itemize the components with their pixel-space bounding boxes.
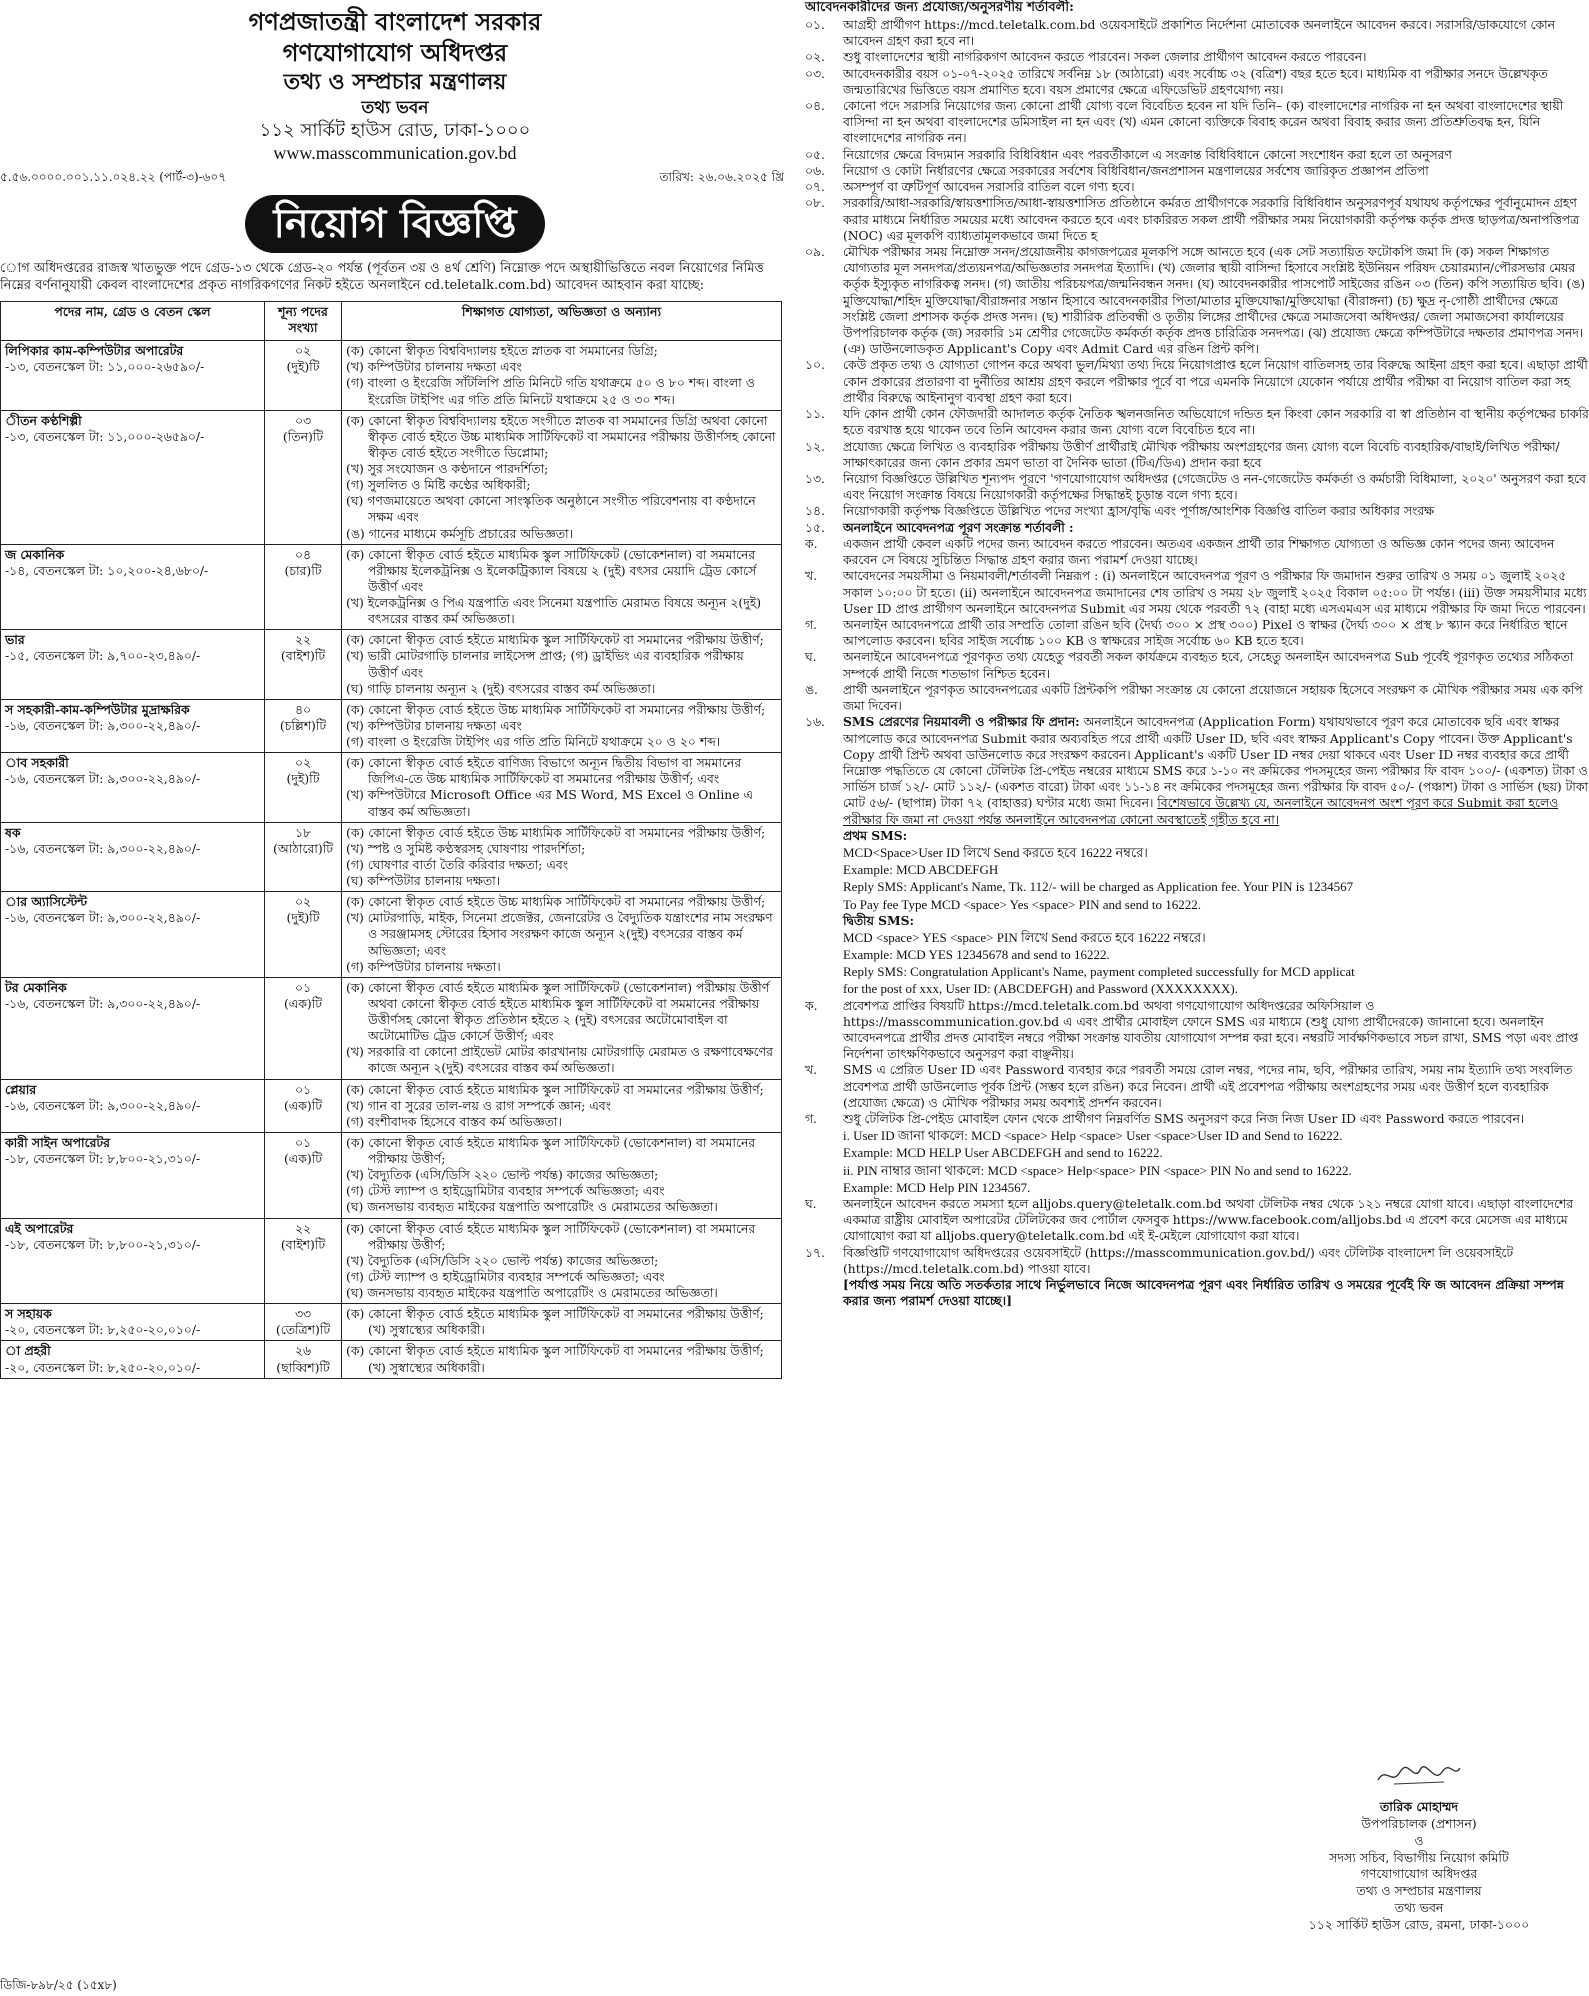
vacancy-count: ২৬ xyxy=(294,1343,312,1359)
post-name: প্লেয়ার xyxy=(5,1081,37,1097)
qualification-cell xyxy=(342,1132,782,1218)
qualification-line: (ঘ) জনসভায় ব্যবহৃত মাইকের যন্ত্রপাতি অপারেটিং ও মেরামতের অভিজ্ঞতা। xyxy=(346,1285,718,1301)
qualification-cell xyxy=(342,1218,782,1304)
condition-text: মৌখিক পরীক্ষার সময় নিম্নোক্ত সনদ/প্রয়োজনীয় কাগজপত্রের মূলকপি সঙ্গে আনতে হবে (এক সেট সত্যায়িত ফটোকপি জমা দি (ক) সকল শিক্ষাগত যোগ্যতার মূল সনদপত্র/প্রত্যয়নপত্র/অভিজ্ঞতার সনদপত্র ইত্যাদি। (খ) জেলার স্থায়ী বাসিন্দা হিসাবে সংশ্লিষ্ট ইউনিয়ন পরিষদ চেয়ারম্যান/পৌরসভার মেয়র কর্তৃক ইস্যুকৃত নাগরিকত্ব সনদ। (গ) জাতীয় পরিচয়পত্র/জন্মনিবন্ধন সনদ। (ঘ) আবেদনকারীর পাসপোর্ট সাইজের রঙিন ০৩ (তিন) কপি সত্যায়িত ছবি। (ঙ) মুক্তিযোদ্ধা/শহিদ মুক্তিযোদ্ধা/বীরাঙ্গনার সন্তান হিসাবে আবেদনকারীর পিতা/মাতার মুক্তিযোদ্ধা/মুক্তিযোদ্ধা (বীরাঙ্গনা) (চ) ক্ষুদ্র নৃ-গোষ্ঠী প্রার্থীদের ক্ষেত্রে সংশ্লিষ্ট জেলা প্রশাসক কর্তৃক প্রদত্ত সনদ। (ছ) শারীরিক প্রতিবন্ধী ও তৃতীয় লিঙ্গের প্রার্থীদের ক্ষেত্রে সমাজসেবা অধিদপ্তর/ জেলা সমাজসেবা কার্যালয়ের উপপরিচালক কর্তৃক (জ) সরকারি ১ম শ্রেণীর গেজেটেড কর্মকর্তা কর্তৃক প্রদত্ত চারিত্রিক সনদপত্র। (ঝ) প্রযোজ্য ক্ষেত্রে কম্পিউটারে দক্ষতার প্রমাণপত্র সনদ। (ঞ) ডাউনলোডকৃত Applicant's Copy এবং Admit Card এর রঙিন প্রিন্ট কপি। xyxy=(843,244,1586,357)
qualification-cell xyxy=(342,977,782,1079)
vacancy-count: ৩৩ xyxy=(294,1306,312,1322)
post-scale: -১৬, বেতনস্কেল টা: ৯,৩০০-২২,৪৯০/- xyxy=(5,910,201,926)
qualification-cell xyxy=(342,544,782,630)
table-row xyxy=(1,699,782,752)
conditions-title: আবেদনকারীদের জন্য প্রযোজ্য/অনুসরণীয় শর্তাবলী: xyxy=(805,0,1074,15)
condition-number: ১৭. xyxy=(805,1245,825,1260)
condition-number: ০৯. xyxy=(805,244,825,259)
qualification-line: (ক) কোনো স্বীকৃত বোর্ড হইতে মাধ্যমিক স্কুল সার্টিফিকেট (ভোকেশনাল) পরীক্ষায় উত্তীর্ণ অথবা কোনো স্বীকৃত বোর্ড হইতে মাধ্যমিক স্কুল সার্টিফিকেট বা সমমানের পরীক্ষায় উত্তীর্ণসহ কোনো স্বীকৃত প্রতিষ্ঠান হইতে ২ (দুই) বৎসরের অটোমোবাইল বা অটোমোটিভ ট্রেড কোর্সে উত্তীর্ণ; এবং xyxy=(346,979,770,1044)
condition-number: ০৪. xyxy=(805,98,825,113)
memo-line xyxy=(0,166,790,186)
online-section-title: অনলাইনে আবেদনপত্র পূরণ সংক্রান্ত শর্তাবলী : xyxy=(843,519,1074,535)
post-scale: -১৬, বেতনস্কেল টা: ৯,৩০০-২২,৪৯০/- xyxy=(5,717,201,733)
qualification-line: (ক) কোনো স্বীকৃত বোর্ড হইতে মাধ্যমিক স্কুল সার্টিফিকেট (ভোকেশনাল) বা সমমানের পরীক্ষায় ইলেকট্রনিক্স ও ইলেকট্রিক্যাল বিষয়ে ২ (দুই) বৎসর মেয়াদি ট্রেড কোর্সে উত্তীর্ণ এবং xyxy=(346,546,757,594)
qualification-line: (ক) কোনো স্বীকৃত বোর্ড হইতে মাধ্যমিক স্কুল সার্টিফিকেট বা সমমানের পরীক্ষায় উত্তীর্ণ; xyxy=(346,1081,764,1097)
condition-item xyxy=(805,17,1589,49)
post-cell xyxy=(1,753,265,823)
table-row xyxy=(1,1304,782,1341)
print-code: ডিজি-৮৯৮/২৫ (১৫x৮) xyxy=(0,1978,117,1992)
vacancy-count-word: (এক)টি xyxy=(283,995,323,1011)
post-scale: -১৪, বেতনস্কেল টা: ১০,২০০-২৪,৬৮০/- xyxy=(5,562,209,578)
condition-text: অনলাইন আবেদনপত্রে প্রার্থী তার সম্প্রতি তোলা রঙিন ছবি (দৈর্ঘ্য ৩০০ × প্রস্থ ৩০০) Pixel ও স্বাক্ষর (দৈর্ঘ্য ৩০০ × প্রস্থ ৮ স্ক্যান করে নির্ধারিত স্থানে আপলোড করবেন। ছবির সাইজ সর্বোচ্চ ১০০ KB ও স্বাক্ষরের সাইজ সর্বোচ্চ ৬০ KB হতে হবে। xyxy=(843,617,1568,649)
header-qualification: শিক্ষাগত যোগ্যতা, অভিজ্ঞতা ও অন্যান্য xyxy=(342,302,782,341)
condition-text: শুধু টেলিটক প্রি-পেইড মোবাইল ফোন থেকে প্রার্থীগণ নিম্নবর্ণিত SMS অনুসরণ করে নিজ নিজ User ID এবং Password করতে পারবেন। xyxy=(843,1112,1525,1127)
sms-line: Example: MCD ABCDEFGH xyxy=(843,862,999,878)
website: www.masscommunication.gov.bd xyxy=(273,143,517,164)
signatory-role: সদস্য সচিব, বিভাগীয় নিয়োগ কমিটি xyxy=(1329,1849,1509,1865)
vacancy-table xyxy=(0,301,782,1379)
vacancy-count-word: (বাইশ)টি xyxy=(280,1236,326,1252)
condition-item xyxy=(805,682,1589,714)
right-column xyxy=(805,0,1589,1996)
condition-text: প্রার্থী অনলাইনে পূরণকৃত আবেদনপত্রের একটি প্রিন্টকপি পরীক্ষা সংক্রান্ত যে কোনো প্রয়োজনে সহায়ক হিসেবে সংরক্ষণ ক মৌখিক পরীক্ষার সময় এক কপি জমা দিবেন। xyxy=(843,682,1583,714)
condition-item xyxy=(805,98,1589,147)
vacancy-count-word: (তিন)টি xyxy=(282,428,324,444)
table-row xyxy=(1,630,782,700)
qualification-line: (খ) কম্পিউটার চালনায় দক্ষতা এবং xyxy=(346,717,522,733)
vacancy-count: ৪০ xyxy=(294,701,312,717)
condition-number: ক. xyxy=(805,998,818,1013)
condition-number: ঘ. xyxy=(805,1196,817,1211)
qualification-line: (খ) কম্পিউটারে Microsoft Office এর MS Word, MS Excel ও Online এ বাস্তব কর্ম অভিজ্ঞতা। xyxy=(346,787,753,819)
first-sms-title: প্রথম SMS: xyxy=(843,827,908,843)
post-scale: -১৮, বেতনস্কেল টা: ৮,৮০০-২১,৩১০/- xyxy=(5,1236,201,1252)
post-scale: -১৬, বেতনস্কেল টা: ৯,৩০০-২২,৪৯০/- xyxy=(5,1097,201,1113)
post-cell xyxy=(1,630,265,700)
qualification-line: (ক) কোনো স্বীকৃত বিশ্ববিদ্যালয় হইতে স্নাতক বা সমমানের ডিগ্রি; xyxy=(346,343,658,359)
qualification-line: (খ) স্পষ্ট ও সুমিষ্ট কণ্ঠস্বরসহ ঘোষণায় পারদর্শিতা; xyxy=(346,840,586,856)
post-scale: -১৫, বেতনস্কেল টা: ৯,৭০০-২৩,৪৯০/- xyxy=(5,648,201,664)
department-title: গণযোগাযোগ অধিদপ্তর xyxy=(282,38,508,68)
post-scale: -১৬, বেতনস্কেল টা: ৯,৩০০-২২,৪৯০/- xyxy=(5,995,201,1011)
post-scale: -১৬, বেতনস্কেল টা: ৯,৩০০-২২,৪৯০/- xyxy=(5,771,201,787)
vacancy-count: ০১ xyxy=(294,979,312,995)
condition-number: ০৬. xyxy=(805,163,825,178)
table-row xyxy=(1,544,782,630)
qualification-line: (ক) কোনো স্বীকৃত বোর্ড হইতে মাধ্যমিক স্কুল সার্টিফিকেট (ভোকেশনাল) বা সমমানের পরীক্ষায় উত্তীর্ণ; xyxy=(346,1220,756,1252)
qualification-line: (ঘ) জনসভায় ব্যবহৃত মাইকের যন্ত্রপাতি অপারেটিং ও মেরামতের অভিজ্ঞতা। xyxy=(346,1199,718,1215)
qualification-cell xyxy=(342,699,782,752)
qualification-line: (খ) মোটরগাড়ি, মাইক, সিনেমা প্রজেক্টর, জেনারেটর ও বৈদ্যুতিক যন্ত্রাংশের নাম সংরক্ষণ ও সরঞ্জামসহ স্টোরের হিসাব সংরক্ষণ কাজে অন্যূন ২(দুই) বৎসরের বাস্তব কর্ম অভিজ্ঞতা; এবং xyxy=(346,910,773,958)
vacancy-count: ১৮ xyxy=(294,824,312,840)
qualification-line: (খ) ইলেকট্রনিক্স ও পিএ যন্ত্রপাতি এবং সিনেমা যন্ত্রপাতি মেরামত বিষয়ে অন্যূন ২(দুই) বৎসরের বাস্তব কর্ম অভিজ্ঞতা। xyxy=(346,595,762,627)
condition-item xyxy=(805,1062,1589,1111)
condition-item xyxy=(805,471,1589,503)
notice-banner: নিয়োগ বিজ্ঞপ্তি xyxy=(245,195,545,253)
post-cell xyxy=(1,544,265,630)
condition-number: ০৫. xyxy=(805,147,825,162)
qualification-cell xyxy=(342,822,782,892)
table-row xyxy=(1,341,782,411)
qualification-line: (ঘ) কম্পিউটার চালনায় দক্ষতা। xyxy=(346,873,501,889)
vacancy-count: ০২ xyxy=(294,343,312,359)
post-scale: -১৩, বেতনস্কেল টা: ১১,০০০-২৬৫৯০/- xyxy=(5,359,205,375)
condition-number: খ. xyxy=(805,1063,817,1078)
memo-date: তারিখ: ২৬.০৬.২০২৫ খ্রি xyxy=(659,169,784,184)
post-cell xyxy=(1,699,265,752)
post-cell xyxy=(1,1079,265,1132)
sms-line: Example: MCD YES 12345678 and send to 16222. xyxy=(843,947,1110,963)
vacancy-cell xyxy=(265,630,342,700)
post-scale: -১৬, বেতনস্কেল টা: ৯,৩০০-২২,৪৯০/- xyxy=(5,840,201,856)
final-conditions-list xyxy=(805,1196,1589,1277)
post-name: ভার xyxy=(5,632,25,648)
vacancy-count: ০৩ xyxy=(294,412,312,428)
sms-line: i. User ID জানা থাকলে: MCD <space> Help <space> User <space>User ID and Send to 16222. xyxy=(843,1128,1343,1144)
qualification-line: (ক) কোনো স্বীকৃত বোর্ড হইতে উচ্চ মাধ্যমিক সার্টিফিকেট বা সমমানের পরীক্ষায় উত্তীর্ণ; xyxy=(346,824,766,840)
condition-item xyxy=(805,179,1589,195)
post-scale: -২০, বেতনস্কেল টা: ৮,২৫০-২০,০১০/- xyxy=(5,1359,201,1375)
post-cell xyxy=(1,1341,265,1378)
post-scale: -২০, বেতনস্কেল টা: ৮,২৫০-২০,০১০/- xyxy=(5,1322,201,1338)
qualification-cell xyxy=(342,630,782,700)
sms-line: Example: MCD HELP User ABCDEFGH and send to 16222. xyxy=(843,1145,1163,1161)
post-name: াব সহকারী xyxy=(5,755,69,771)
qualification-line: (গ) সুললিত ও মিষ্টি কণ্ঠের অধিকারী; xyxy=(346,477,531,493)
condition-item xyxy=(805,66,1589,98)
condition-number: ০৩. xyxy=(805,66,825,81)
signatory-designation: উপপরিচালক (প্রশাসন) xyxy=(1361,1815,1477,1831)
post-scale: -১৮, বেতনস্কেল টা: ৮,৮০০-২১,৩১০/- xyxy=(5,1151,201,1167)
condition-number: খ. xyxy=(805,569,817,584)
condition-number: ১১. xyxy=(805,407,825,422)
vacancy-count-word: (চার)টি xyxy=(284,562,322,578)
qualification-cell xyxy=(342,892,782,978)
qualification-line: (ক) কোনো স্বীকৃত বোর্ড হইতে মাধ্যমিক স্কুল সার্টিফিকেট (ভোকেশনাল) বা সমমানের পরীক্ষায় উত্তীর্ণ; xyxy=(346,1134,756,1167)
vacancy-cell xyxy=(265,699,342,752)
condition-number: গ. xyxy=(805,1112,817,1127)
condition-text: নিয়োগকারী কর্তৃপক্ষ বিজ্ঞপ্তিতে উল্লিখিত পদের সংখ্যা হ্রাস/বৃদ্ধি এবং পূর্ণাঙ্গ/আংশিক বিজ্ঞপ্তি বাতিল করার অধিকার সংরক্ষ xyxy=(843,504,1434,519)
left-column xyxy=(0,0,790,1996)
condition-text: প্রযোজ্য ক্ষেত্রে লিখিত ও ব্যবহারিক পরীক্ষায় উত্তীর্ণ প্রার্থীরাই মৌখিক পরীক্ষায় অংশগ্রহণের জন্য যোগ্য বলে বিবেচি ব্যবহারিক/বাছাই/লিখিত পরীক্ষা/সাক্ষাৎকারের জন্য কোন প্রকার ভ্রমণ ভাতা বা দৈনিক ভাতা (টিএ/ডিএ) প্রদান করা হবে xyxy=(843,439,1560,470)
qualification-cell xyxy=(342,341,782,411)
qualification-line: (ক) কোনো স্বীকৃত বোর্ড হইতে মাধ্যমিক স্কুল সার্টিফিকেট বা সমমানের পরীক্ষায় উত্তীর্ণ; (খ) সুস্বাস্থ্যের অধিকারী। xyxy=(346,1343,764,1375)
sms-line: To Pay fee Type MCD <space> Yes <space> PIN and send to 16222. xyxy=(843,896,1201,912)
qualification-line: (খ) বৈদ্যুতিক (এসি/ডিসি ২২০ ভোল্ট পর্যন্ত) কাজের অভিজ্ঞতা; xyxy=(346,1167,659,1183)
condition-number: ১২. xyxy=(805,439,825,454)
condition-item xyxy=(805,649,1589,681)
post-name: স সহায়ক xyxy=(5,1306,52,1322)
sms-line: MCD <space> YES <space> PIN লিখে Send করতে হবে 16222 নম্বরে। xyxy=(843,929,1206,945)
condition-number: ঘ. xyxy=(805,650,817,665)
address: ১১২ সার্কিট হাউস রোড, ঢাকা-১০০০ xyxy=(259,120,531,142)
condition-item xyxy=(805,244,1589,358)
condition-number: ০৭. xyxy=(805,180,825,195)
vacancy-count: ০৪ xyxy=(294,546,312,562)
table-row xyxy=(1,1132,782,1218)
vacancy-count-word: (বাইশ)টি xyxy=(280,648,326,664)
table-row xyxy=(1,892,782,978)
condition-text: যদি কোন প্রার্থী কোন ফৌজদারী আদালত কর্তৃক নৈতিক স্খলনজনিত অভিযোগে দন্ডিত হন কিংবা কোন সরকারি বা স্বা প্রতিষ্ঠান বা স্থানীয় কর্তৃপক্ষের চাকরি হতে বরখাস্ত হয়ে থাকেন তবে তিনি আবেদন করার জন্য যোগ্য বলে বিবেচিত হবে না। xyxy=(843,407,1589,438)
condition-text: অনলাইনে আবেদন করতে সমস্যা হলে alljobs.query@teletalk.com.bd অথবা টেলিটক নম্বর থেকে ১২১ নম্বরে যোগা যাবে। এছাড়া বাংলাদেশের একমাত্র রাষ্ট্রীয় মোবাইল অপারেটর টেলিটকের জব পোর্টাল ফেসবুক https://www.facebook.com/alljobs.bd এ প্রবেশ করে মেসেজ এর মাধ্যমে যোগাযোগ করা যা alljobs.query@teletalk.com.bd এই ই-মেইলে যোগাযোগ করা যাবে। xyxy=(843,1196,1573,1244)
condition-item xyxy=(805,1245,1589,1277)
vacancy-cell xyxy=(265,892,342,978)
condition-number: ০২. xyxy=(805,50,825,65)
condition-text: আবেদনের সময়সীমা ও নিয়মাবলী/শর্তাবলী নিম্নরূপ : (i) অনলাইনে আবেদনপত্র পূরণ ও পরীক্ষার ফি জমাদান শুরুর তারিখ ও সময় ০১ জুলাই ২০২৫ সকাল ১০:০০ টা হতে। (ii) অনলাইনে আবেদনপত্র জমাদানের শেষ তারিখ ও সময় ২৮ জুলাই ২০২৫ বিকাল ০৫:০০ টা পর্যন্ত। (iii) উক্ত সময়সীমার মধ্যে User ID প্রাপ্ত প্রার্থীগণ অনলাইনে আবেদনপত্র Submit এর সময় থেকে পরবর্তী ৭২ (বাহা মধ্যে এসএমএস এর মাধ্যমে পরীক্ষার ফি জমা দিতে পারবেন। xyxy=(843,569,1587,616)
vacancy-cell xyxy=(265,1304,342,1341)
table-row xyxy=(1,1218,782,1304)
vacancy-count-word: (এক)টি xyxy=(283,1097,323,1113)
qualification-line: (খ) ভারী মোটরগাড়ি চালনার লাইসেন্স প্রাপ্ত; (গ) ড্রাইভিং এর ব্যবহারিক পরীক্ষায় উত্তীর্ণ এবং xyxy=(346,648,744,680)
condition-text: একজন প্রার্থী কেবল একটি পদের জন্য আবেদন করতে পারবেন। অতএব একজন প্রার্থী তার শিক্ষাগত যোগ্যতা ও অভিজ্ঞ কোন পদের জন্য আবেদন করবেন সে বিষয়ে সুচিন্তিত সিদ্ধান্ত গ্রহণ করার জন্য পরামর্শ দেওয়া যাচ্ছে। xyxy=(843,536,1555,568)
condition-item xyxy=(805,503,1589,519)
post-cell xyxy=(1,410,265,544)
condition-item xyxy=(805,998,1589,1063)
qualification-line: (গ) টেস্ট ল্যাম্প ও হাইড্রোমিটার ব্যবহার সম্পর্কে অভিজ্ঞতা; এবং xyxy=(346,1268,665,1284)
condition-item xyxy=(805,536,1589,568)
sms-line: Reply SMS: Applicant's Name, Tk. 112/- will be charged as Application fee. Your PIN is 1234567 xyxy=(843,879,1354,895)
table-header-row xyxy=(1,302,782,341)
table-row xyxy=(1,753,782,823)
signature-block: তারিক মোহাম্মদ উপপরিচালক (প্রশাসন) ও সদস্য সচিব, বিভাগীয় নিয়োগ কমিটি গণযোগাযোগ অধিদপ্তর তথ্য ও সম্প্রচার মন্ত্রণালয় তথ্য ভবন ১১২ সার্কিট হাউস রোড, রমনা, ঢাকা-১০০০ xyxy=(1289,1760,1549,1934)
post-name: লিপিকার কাম-কম্পিউটার অপারেটর xyxy=(5,343,184,359)
post-name: এই অপারেটর xyxy=(5,1220,74,1236)
condition-text: সরকারি/আধা-সরকারি/স্বায়ত্তশাসিত/আধা-স্বায়ত্তশাসিত প্রতিষ্ঠানে কর্মরত প্রার্থীগণকে সরকারি বিধিবিধান অনুসরণপূর্ব যথাযথ কর্তৃপক্ষের পূর্বানুমোদন গ্রহণ করার মাধ্যমে নির্ধারিত সময়ের মধ্যে আবেদন করতে হবে এবং চাকরিরত সকল প্রার্থী পরীক্ষার সময় নিয়োগকারী কর্তৃপক্ষ কর্তৃক প্রদত্ত ছাড়পত্র/অনাপত্তিপত্র (NOC) এর মূলকপি ব্যাধ্যতামূলকভাবে জমা দিতে হ xyxy=(843,196,1580,243)
second-sms-title: দ্বিতীয় SMS: xyxy=(843,912,915,928)
qualification-line: (খ) কম্পিউটার চালনায় দক্ষতা এবং xyxy=(346,359,522,375)
vacancy-count-word: (দুই)টি xyxy=(286,910,320,926)
condition-text: নিয়োগ বিজ্ঞপ্তিতে উল্লিখিত শূন্যপদ পূরণে 'গণযোগাযোগ অধিদপ্তর (গেজেটেড ও নন-গেজেটেড কর্মকর্তা ও কর্মচারী বিধিমালা, ২০২০' অনুসরণ করা হবে এবং নিয়োগ সংক্রান্ত বিষয়ে নিয়োগকারী কর্তৃপক্ষের সিদ্ধান্তই চূড়ান্ত বলে গণ্য হবে। xyxy=(843,472,1586,503)
vacancy-count: ০১ xyxy=(294,1081,312,1097)
qualification-line: (ক) কোনো স্বীকৃত বিশ্ববিদ্যালয় হইতে সংগীতে স্নাতক বা সমমানের ডিগ্রি অথবা কোনো স্বীকৃত বোর্ড হইতে উচ্চ মাধ্যমিক সার্টিফিকেট বা সমমানের পরীক্ষায় উত্তীর্ণসহ কোনো স্বীকৃত বোর্ড হইতে সংগীতে ডিপ্লোমা; xyxy=(346,412,776,460)
condition-text: অসম্পূর্ণ বা ত্রুটিপূর্ণ আবেদন সরাসরি বাতিল বলে গণ্য হবে। xyxy=(843,180,1135,195)
sms-line: MCD<Space>User ID লিখে Send করতে হবে 16222 নম্বরে। xyxy=(843,845,1148,861)
sms-line: Reply SMS: Congratulation Applicant's Name, payment completed successfully for MCD applicat xyxy=(843,964,1355,980)
qualification-line: (খ) সরকারি বা কোনো প্রাইভেট মোটর কারখানায় মোটরগাড়ি মেরামত ও রক্ষণাবেক্ষণের কাজে অন্যূন ২(দুই) বৎসরের বাস্তব কর্ম অভিজ্ঞতা। xyxy=(346,1044,773,1076)
condition-number: ঙ. xyxy=(805,682,818,697)
condition-text: নিয়োগের ক্ষেত্রে বিদ্যমান সরকারি বিধিবিধান এবং পরবর্তীকালে এ সংক্রান্ত বিধিবিধানে কোনো সংশোধন করা হলে তা অনুসরণ xyxy=(843,147,1452,162)
post-cell xyxy=(1,1218,265,1304)
condition-item xyxy=(805,1111,1589,1127)
condition-text: শুধু বাংলাদেশের স্থায়ী নাগরিকগণ আবেদন করতে পারবেন। সকল জেলার প্রার্থীগণ আবেদন করতে পারবেন। xyxy=(843,50,1367,65)
table-body xyxy=(1,341,782,1379)
post-cell xyxy=(1,977,265,1079)
sms-line: for the post of xxx, User ID: (ABCDEFGH) and Password (XXXXXXXX). xyxy=(843,981,1239,997)
post-name: কারী সাইন অপারেটর xyxy=(5,1134,110,1150)
table-row xyxy=(1,410,782,544)
post-name: া প্রহরী xyxy=(5,1343,51,1359)
condition-item xyxy=(805,568,1589,617)
table-row xyxy=(1,977,782,1079)
sms-section: ১৬. SMS প্রেরণের নিয়মাবলী ও পরীক্ষার ফি প্রদান: অনলাইনে আবেদনপত্র (Application Form) যথাযথভাবে পূরণ করে মোতাবেক ছবি এবং স্বাক্ষর আপলোড করে আবেদনপত্র Submit করার অব্যবহিত পরে প্রার্থী একটি User ID, ছবি এবং স্বাক্ষর Applicant's Copy পাবেন। উক্ত Applicant's Copy প্রার্থী প্রিন্ট অথবা ডাউনলোড করে সংরক্ষণ করবেন। Applicant's একটি User ID নম্বর দেয়া থাকবে এবং User ID নম্বর ব্যবহার করে প্রার্থী নিম্নোক্ত পদ্ধতিতে যে কোনো টেলিটক প্রি-পেইড নম্বরের মাধ্যমে SMS করে ১-১০ নং ক্রমিকের পদসমূহের জন্য পরীক্ষার ফি বাবদ ১০০/- (একশত) টাকা ও সার্ভিস চার্জ ১২/- মোট ১১২/- (একশত বারো) টাকা এবং ১১-১৪ নং ক্রমিকের পদসমূহের জন্য পরীক্ষার ফি বাবদ ৫০/- (পঞ্চাশ) টাকা ও সার্ভিস (ছয়) টাকা মোট ৫৬/- (ছাপান্ন) টাকা ৭২ (বাহাত্তর) ঘণ্টার মধ্যে জমা দিবেন। বিশেষভাবে উল্লেখ্য যে, অনলাইনে আবেদনপ অংশ পূরণ করে Submit করা হলেও পরীক্ষার ফি জমা না দেওয়া পর্যন্ত অনলাইনে আবেদনপত্র কোনো অবস্থাতেই গৃহীত হবে না। xyxy=(805,714,1588,827)
table-row xyxy=(1,822,782,892)
qualification-cell xyxy=(342,1079,782,1132)
ministry-title: তথ্য ও সম্প্রচার মন্ত্রণালয় xyxy=(283,69,507,96)
recover-sms-lines xyxy=(843,1127,1589,1196)
vacancy-cell xyxy=(265,341,342,411)
qualification-line: (গ) টেস্ট ল্যাম্প ও হাইড্রোমিটার ব্যবহার সম্পর্কে অভিজ্ঞতা; এবং xyxy=(346,1183,665,1199)
qualification-cell xyxy=(342,410,782,544)
post-name: ীতন কণ্ঠশিল্পী xyxy=(5,412,82,428)
condition-text: আবেদনকারীর বয়স ০১-০৭-২০২৫ তারিখে সর্বনিম্ন ১৮ (আঠারো) এবং সর্বোচ্চ ৩২ (বত্রিশ) বছর হতে হবে। মাধ্যমিক বা পরীক্ষার সনদে উল্লেখকৃত জন্মতারিখের ভিত্তিতে বয়স প্রমাণিত হবে। বয়স প্রমাণের ক্ষেত্রে এফিডেভিট গ্রহণযোগ্য নয়। xyxy=(843,66,1548,97)
vacancy-count-word: (দুই)টি xyxy=(286,359,320,375)
condition-number: ১৩. xyxy=(805,472,825,487)
second-sms-lines xyxy=(843,929,1589,998)
qualification-line: (গ) কম্পিউটার চালনায় দক্ষতা। xyxy=(346,958,501,974)
vacancy-cell xyxy=(265,1218,342,1304)
online-conditions-list xyxy=(805,536,1589,714)
header-count: শূন্য পদের সংখ্যা xyxy=(265,302,342,341)
condition-text: কোনো পদে সরাসরি নিয়োগের জন্য কোনো প্রার্থী যোগ্য বলে বিবেচিত হবেন না যদি তিনি– (ক) বাংলাদেশের নাগরিক না হন অথবা বাংলাদেশের স্থায়ী বাসিন্দা না হন অথবা বাংলাদেশের ডমিসাইল না হন এবং (খ) এমন কোনো ব্যক্তিকে বিবাহ করেন অথবা বিবাহ করার জন্য প্রতিশ্রুতিবদ্ধ হন, যিনি বাংলাদেশের নাগরিক নন। xyxy=(843,98,1564,146)
vacancy-count-word: (দুই)টি xyxy=(286,771,320,787)
sms-line: Example: MCD Help PIN 1234567. xyxy=(843,1179,1031,1195)
condition-item xyxy=(805,357,1589,406)
qualification-line: (গ) বাংলা ও ইংরেজি সাঁটলিপি প্রতি মিনিটে গতি যথাক্রমে ৫০ ও ৮০ শব্দ। বাংলা ও ইংরেজি টাইপিং এর গতি প্রতি মিনিটে যথাক্রমে ২৫ ও ৩০ শব্দ। xyxy=(346,375,755,407)
condition-number: ০১. xyxy=(805,17,825,32)
condition-text: আগ্রহী প্রার্থীগণ https://mcd.teletalk.com.bd ওয়েবসাইটে প্রকাশিত নির্দেশনা মোতাবেক অনলাইনে আবেদন করবে। সরাসরি/ডাকযোগে কোন আবেদন গ্রহণ করা হবে না। xyxy=(843,17,1555,49)
vacancy-count-word: (চল্লিশ)টি xyxy=(279,717,327,733)
qualification-line: (ক) কোনো স্বীকৃত বোর্ড হইতে মাধ্যমিক স্কুল সার্টিফিকেট বা সমমানের পরীক্ষায় উত্তীর্ণ; (খ) সুস্বাস্থ্যের অধিকারী। xyxy=(346,1306,764,1338)
post-name: স সহকারী-কাম-কম্পিউটার মুদ্রাক্ষরিক xyxy=(5,701,190,717)
sms-section-text: অনলাইনে আবেদনপত্র (Application Form) যথাযথভাবে পূরণ করে মোতাবেক ছবি এবং স্বাক্ষর আপলোড করে আবেদনপত্র Submit করার অব্যবহিত পরে প্রার্থী একটি User ID, ছবি এবং স্বাক্ষর Applicant's Copy পাবেন। উক্ত Applicant's Copy প্রার্থী প্রিন্ট অথবা ডাউনলোড করে সংরক্ষণ করবেন। Applicant's একটি User ID নম্বর দেয়া থাকবে এবং User ID নম্বর ব্যবহার করে প্রার্থী নিম্নোক্ত পদ্ধতিতে যে কোনো টেলিটক প্রি-পেইড নম্বরের মাধ্যমে SMS করে ১-১০ নং ক্রমিকের পদসমূহের জন্য পরীক্ষার ফি বাবদ ১০০/- (একশত) টাকা ও সার্ভিস চার্জ ১২/- মোট ১১২/- (একশত বারো) টাকা এবং ১১-১৪ নং ক্রমিকের পদসমূহের জন্য পরীক্ষার ফি বাবদ ৫০/- (পঞ্চাশ) টাকা ও সার্ভিস (ছয়) টাকা মোট ৫৬/- (ছাপান্ন) টাকা ৭২ (বাহাত্তর) ঘণ্টার মধ্যে জমা দিবেন। xyxy=(843,715,1588,811)
condition-number: ১৪. xyxy=(805,504,825,519)
vacancy-count: ০১ xyxy=(294,1134,312,1150)
closing-note: [পর্যাপ্ত সময় নিয়ে অতি সতর্কতার সাথে নির্ভুলভাবে নিজে আবেদনপত্র পূরণ এবং নির্ধারিত তারিখ ও সময়ের পূর্বেই ফি জ আবেদন প্রক্রিয়া সম্পন্ন করার জন্য পরামর্শ দেওয়া যাচ্ছে।] xyxy=(843,1276,1564,1309)
condition-text: নিয়োগ ও কোটা নির্ধারণের ক্ষেত্রে সরকারের সর্বশেষ বিধিবিধান/জনপ্রশাসন মন্ত্রণালয়ের সর্বশেষ জারিকৃত প্রজ্ঞাপন প্রতিপা xyxy=(843,163,1429,178)
condition-text: প্রবেশপত্র প্রাপ্তির বিষয়টি https://mcd.teletalk.com.bd অথবা গণযোগাযোগ অধিদপ্তরের অফিসিয়াল ও https://masscommunication.gov.bd এ এবং প্রার্থীর মোবাইল ফোনে SMS এর মাধ্যমে (শুধু যোগ্য প্রার্থীদেরকে) জানানো হবে। অনলাইন আবেদনপত্রে প্রার্থীর প্রদত্ত মোবাইল নম্বরে পরীক্ষা সংক্রান্ত যাবতীয় যোগাযোগ সম্পন্ন করা হবে। নম্বরটি সার্বক্ষণিকভাবে সচল রাখা, SMS পড়া এবং প্রাপ্ত নির্দেশনা তাৎক্ষণিকভাবে অনুসরণ করা বাঞ্ছনীয়। xyxy=(843,998,1579,1062)
condition-number: ক. xyxy=(805,536,818,551)
condition-number: গ. xyxy=(805,617,817,632)
online-section-heading: ১৫. অনলাইনে আবেদনপত্র পূরণ সংক্রান্ত শর্তাবলী : xyxy=(805,520,1589,536)
qualification-line: (খ) গান বা সুরের তাল-লয় ও রাগ সম্পর্কে জ্ঞান; এবং xyxy=(346,1097,612,1113)
vacancy-cell xyxy=(265,753,342,823)
post-name: ার অ্যাসিস্টেন্ট xyxy=(5,894,87,910)
condition-item xyxy=(805,49,1589,65)
intro-paragraph: োগ অধিদপ্তরের রাজস্ব খাতভুক্ত পদে গ্রেড-১৩ থেকে গ্রেড-২০ পর্যন্ত (পূর্বতন ৩য় ও ৪র্থ শ্রেণি) নিম্নোক্ত পদে অস্থায়ীভিত্তিতে নবল নিয়োগের নিমিত্ত নিম্নের বর্ণনানুযায়ী কেবল বাংলাদেশের প্রকৃত নাগরিকগণের নিকট হইতে অনলাইনে cd.teletalk.com.bd) আবেদন আহবান করা যাচ্ছে: xyxy=(0,261,764,294)
vacancy-count: ০২ xyxy=(294,894,312,910)
qualification-line: (খ) বৈদ্যুতিক (এসি/ডিসি ২২০ ভোল্ট পর্যন্ত) কাজের অভিজ্ঞতা; xyxy=(346,1252,659,1268)
header-post: পদের নাম, গ্রেড ও বেতন স্কেল xyxy=(1,302,265,341)
condition-text: SMS এ প্রেরিত User ID এবং Password ব্যবহার করে পরবর্তী সময়ে রোল নম্বর, পদের নাম, ছবি, পরীক্ষার তারিখ, সময় নাম ইত্যাদি তথ্য সংবলিত প্রবেশপত্র প্রার্থী ডাউনলোড পূর্বক প্রিন্ট (সম্ভব হলে রঙিন) করে নিবেন। প্রার্থী এই প্রবেশপত্র পরীক্ষায় অংশগ্রহণের সময় এবং উত্তীর্ণ হলে ব্যবহারিক (প্রযোজ্য ক্ষেত্রে) ও মৌখিক পরীক্ষার সময় অবশ্যই প্রদর্শন করবেন। xyxy=(843,1063,1573,1110)
qualification-line: (খ) সুর সংযোজন ও কণ্ঠদানে পারদর্শিতা; xyxy=(346,461,549,477)
qualification-line: (ক) কোনো স্বীকৃত বোর্ড হইতে মাধ্যমিক স্কুল সার্টিফিকেট বা সমমানের পরীক্ষায় উত্তীর্ণ; xyxy=(346,632,764,648)
condition-item xyxy=(805,147,1589,163)
condition-number: ০৮. xyxy=(805,196,825,211)
vacancy-count-word: (এক)টি xyxy=(283,1151,323,1167)
vacancy-cell xyxy=(265,1132,342,1218)
qualification-cell xyxy=(342,753,782,823)
condition-text: বিজ্ঞপ্তিটি গণযোগাযোগ অধিদপ্তরের ওয়েবসাইটে (https://masscommunication.gov.bd/) এবং টেলিটক বাংলাদেশ লি ওয়েবসাইটে (https://mcd.teletalk.com.bd) পাওয়া যাবে। xyxy=(843,1245,1514,1276)
qualification-line: (গ) ঘোষণার বার্তা তৈরি করিবার দক্ষতা; এবং xyxy=(346,856,569,872)
vacancy-count-word: (তেত্রিশ)টি xyxy=(275,1322,331,1338)
post-name: ষক xyxy=(5,824,21,840)
condition-text: কেউ প্রকৃত তথ্য ও যোগ্যতা গোপন করে অথবা ভুল/মিথ্যা তথ্য দিয়ে নিয়োগপ্রাপ্ত হলে নিয়োগ বাতিলসহ তার বিরুদ্ধে আইনা গ্রহণ করা হবে। এছাড়া প্রার্থী কোন প্রকারের প্রতারণা বা দুর্নীতির আশ্রয় গ্রহণ করলে পরীক্ষার পূর্বে বা পরে এমনকি নিয়োগে যেকোন পর্যায়ে প্রার্থীর পরীক্ষা বা নিয়োগ বাতিল করা সহ প্রার্থীর বিরুদ্ধে আইনানুগ ব্যবস্থা গ্রহণ করা হবে। xyxy=(843,358,1588,405)
post-cell xyxy=(1,892,265,978)
govt-title: গণপ্রজাতন্ত্রী বাংলাদেশ সরকার xyxy=(248,7,542,36)
condition-item xyxy=(805,617,1589,649)
condition-text: অনলাইনে আবেদনপত্রে পূরণকৃত তথ্য যেহেতু পরবর্তী সকল কার্যক্রমে ব্যবহৃত হবে, সেহেতু অনলাইন আবেদনপত্র Sub পূর্বেই পূরণকৃত তথ্যের সঠিকতা সম্পর্কে প্রার্থী নিজে শতভাগ নিশ্চিত হবেন। xyxy=(843,650,1574,681)
post-cell xyxy=(1,1132,265,1218)
post-name: জ মেকানিক xyxy=(5,546,65,562)
qualification-cell xyxy=(342,1341,782,1378)
signatory-name: তারিক মোহাম্মদ xyxy=(1379,1798,1459,1814)
vacancy-cell xyxy=(265,822,342,892)
table-row xyxy=(1,1079,782,1132)
condition-item xyxy=(805,406,1589,438)
vacancy-cell xyxy=(265,544,342,630)
qualification-line: (গ) বংশীবাদক হিসেবে বাস্তব কর্ম অভিজ্ঞতা। xyxy=(346,1113,562,1129)
post-cell xyxy=(1,822,265,892)
qualification-line: (ঙ) গানের মাধ্যমে কর্মসূচি প্রচারের অভিজ্ঞতা। xyxy=(346,525,574,541)
qualification-line: (ক) কোনো স্বীকৃত বোর্ড হইতে উচ্চ মাধ্যমিক সার্টিফিকেট বা সমমানের পরীক্ষায় উত্তীর্ণ; xyxy=(346,894,766,910)
post-cell xyxy=(1,1304,265,1341)
sms-line: ii. PIN নাম্বার জানা থাকলে: MCD <space> Help<space> PIN <space> PIN No and send to 16222. xyxy=(843,1162,1352,1178)
vacancy-count: ২২ xyxy=(294,632,312,648)
post-cell xyxy=(1,341,265,411)
vacancy-count: ০২ xyxy=(294,755,312,771)
vacancy-count: ২২ xyxy=(294,1220,312,1236)
sms-warning: বিশেষভাবে উল্লেখ্য যে, অনলাইনে আবেদনপ অংশ পূরণ করে Submit করা হলেও পরীক্ষার ফি জমা না দেওয়া পর্যন্ত অনলাইনে আবেদনপত্র কোনো অবস্থাতেই গৃহীত হবে না। xyxy=(843,796,1559,827)
condition-item xyxy=(805,163,1589,179)
post-scale: -১৩, বেতনস্কেল টা: ১১,০০০-২৬৫৯০/- xyxy=(5,428,205,444)
vacancy-count-word: (ছাব্বিশ)টি xyxy=(276,1359,330,1375)
vacancy-cell xyxy=(265,410,342,544)
vacancy-cell xyxy=(265,977,342,1079)
condition-item xyxy=(805,1196,1589,1245)
first-sms-lines xyxy=(843,844,1589,913)
qualification-line: (গ) বাংলা ও ইংরেজি টাইপিং এর গতি প্রতি মিনিটে যথাক্রমে ২০ ও ২০ শব্দ। xyxy=(346,734,721,750)
conditions-list xyxy=(805,17,1589,520)
qualification-line: (ক) কোনো স্বীকৃত বোর্ড হইতে উচ্চ মাধ্যমিক সার্টিফিকেট বা সমমানের পরীক্ষায় উত্তীর্ণ; xyxy=(346,701,766,717)
sms-section-title: SMS প্রেরণের নিয়মাবলী ও পরীক্ষার ফি প্রদান: xyxy=(843,714,1080,730)
building-name: তথ্য ভবন xyxy=(361,97,429,118)
memo-number: ৫.৫৬.০০০০.০০১.১১.০২৪.২২ (পার্ট-৩)-৬০৭ xyxy=(0,169,227,184)
qualification-cell xyxy=(342,1304,782,1341)
condition-item xyxy=(805,195,1589,244)
qualification-line: (ক) কোনো স্বীকৃত বোর্ড হইতে বাণিজ্য বিভাগে অন্যূন দ্বিতীয় বিভাগ বা সমমানের জিপিএ-তে উচ্চ মাধ্যমিক সার্টিফিকেট বা সমমানের পরীক্ষায় উত্তীর্ণ; এবং xyxy=(346,755,742,787)
signature-scribble-icon xyxy=(1374,1760,1464,1790)
table-row xyxy=(1,1341,782,1378)
vacancy-cell xyxy=(265,1079,342,1132)
condition-item xyxy=(805,439,1589,471)
sms-followup-list xyxy=(805,998,1589,1128)
vacancy-count-word: (আঠারো)টি xyxy=(272,840,334,856)
qualification-line: (ঘ) গাড়ি চালনায় অন্যূন ২ (দুই) বৎসরের বাস্তব কর্ম অভিজ্ঞতা। xyxy=(346,680,656,696)
post-name: টর মেকানিক xyxy=(5,979,67,995)
qualification-line: (ঘ) গণজমায়েতে অথবা কোনো সাংস্কৃতিক অনুষ্ঠানে সংগীত পরিবেশনায় বা কণ্ঠদানে সক্ষম এবং xyxy=(346,493,756,525)
vacancy-cell xyxy=(265,1341,342,1378)
letterhead xyxy=(0,6,790,166)
condition-number: ১০. xyxy=(805,358,825,373)
